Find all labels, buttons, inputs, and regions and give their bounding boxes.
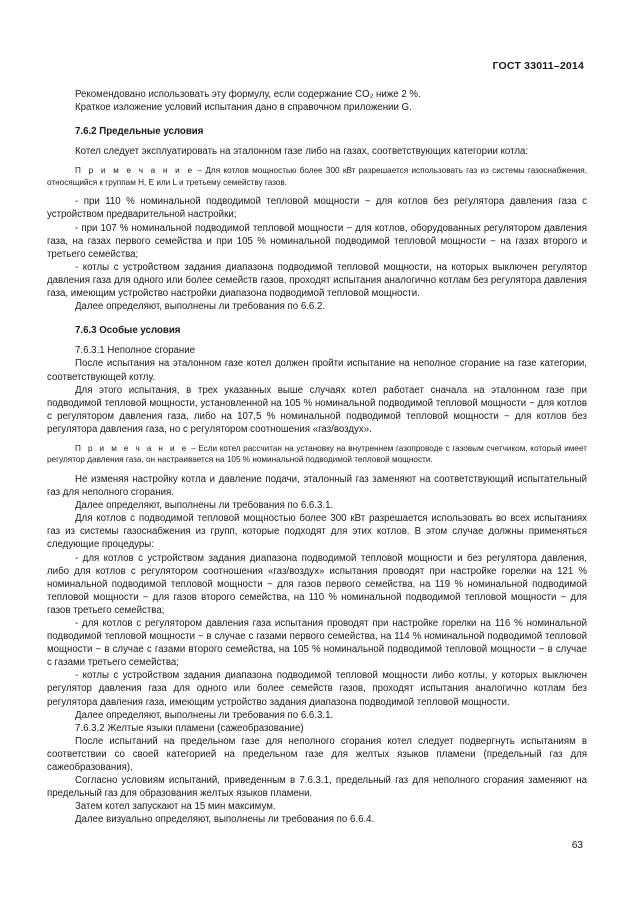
paragraph: После испытания на эталонном газе котел должен пройти испытание на неполное сгорание на газе категории, соответствующей котлу. — [47, 358, 587, 383]
paragraph: Краткое изложение условий испытания дано в справочном приложении G. — [75, 102, 412, 114]
document-body — [47, 88, 587, 827]
paragraph: 7.6.3.2 Желтые языки пламени (сажеобразование) — [75, 722, 304, 734]
note — [47, 165, 587, 188]
document-header: ГОСТ 33011–2014 — [492, 60, 584, 72]
paragraph: Далее определяют, выполнены ли требования по 6.6.3.1. — [75, 709, 334, 721]
paragraph: После испытаний на предельном газе для неполного сгорания котел следует подвергнуть испытаниям в соответствии со своей категорией на предельном газе для желтых языков пламени (предельный газ для сажеобразования). — [47, 735, 587, 774]
paragraph: Далее определяют, выполнены ли требования по 6.6.3.1. — [75, 500, 334, 512]
page-number: 63 — [571, 840, 583, 851]
note-label: П р и м е ч а н и е — [75, 443, 189, 453]
paragraph: - при 107 % номинальной подводимой тепловой мощности − для котлов, оборудованных регулятором давления газа, на газах первого семейства и при 105 % номинальной подводимой тепловой мощности − на газах второго и третьего семейства; — [47, 222, 587, 260]
paragraph: Затем котел запускают на 15 мин максимум. — [75, 801, 276, 813]
paragraph: - котлы с устройством задания диапазона подводимой тепловой мощности либо котлы, у которых выключен регулятор давления газа для одного или более семейств газов, проходят испытания аналогично котлам без регулятора давления газа, имеющим устройство задания диапазона подводимой тепловой мощности. — [47, 670, 587, 708]
paragraph: Далее визуально определяют, выполнены ли требования по 6.6.4. — [75, 814, 375, 826]
note-text: – Для котлов мощностью более 300 кВт разрешается использовать газ из системы газоснабжения, относящийся к группам H, E или L и третьему семейству газов. — [47, 166, 587, 187]
section-heading: 7.6.2 Предельные условия — [75, 126, 204, 138]
section-heading: 7.6.3 Особые условия — [75, 325, 181, 337]
paragraph: Для этого испытания, в трех указанных выше случаях котел работает сначала на эталонном газе при подводимой тепловой мощности, установленной на 105 % номинальной подводимой тепловой мощности − для котлов с регулятором давления газа, либо на 107,5 % номинальной подводимой тепловой мощности − для котлов без регулятора давления газа, но с регулятором соотношения «газ/воздух». — [47, 384, 587, 435]
paragraph: Согласно условиям испытаний, приведенным в 7.6.3.1, предельный газ для неполного сгорания заменяют на предельный газ для образования желтых языков пламени. — [47, 775, 587, 800]
paragraph: Котел следует эксплуатировать на эталонном газе либо на газах, соответствующих категории котла: — [75, 146, 529, 158]
note-label: П р и м е ч а н и е — [75, 166, 195, 176]
note-text: – Если котел рассчитан на установку на внутреннем газопроводе с газовым счетчиком, который имеет регулятор давления газа, он настраивается на 105 % номинальной подводимой тепловой мощности. — [47, 443, 587, 465]
paragraph: Рекомендовано использовать эту формулу, если содержание CO₂ ниже 2 %. — [75, 89, 421, 100]
paragraph: Далее определяют, выполнены ли требования по 6.6.2. — [75, 301, 326, 313]
paragraph: - для котлов с устройством задания диапазона подводимой тепловой мощности и без регулятора давления, либо для котлов с регулятором соотношения «газ/воздух» испытания проводят при настройке горелки на 121 % номинальной подводимой тепловой мощности − для газов первого семейства, на 119 % номинальной подводимой тепловой мощности − для газов второго семейства, на 110 % номинальной подводимой тепловой мощности − для газов третьего семейства; — [47, 552, 587, 616]
paragraph: 7.6.3.1 Неполное сгорание — [75, 345, 196, 357]
paragraph: - для котлов с регулятором давления газа испытания проводят при настройке горелки на 116 % номинальной подводимой тепловой мощности − в случае с газами первого семейства, на 114 % номинальной подводимой тепловой мощности − в случае с газами второго семейства, на 105 % номинальной подводимой тепловой мощности − в случае с газами третьего семейства; — [47, 618, 587, 669]
note — [47, 443, 587, 466]
paragraph: Не изменяя настройку котла и давление подачи, эталонный газ заменяют на соответствующий испытательный газ для неполного сгорания. — [47, 473, 587, 499]
paragraph: - котлы с устройством задания диапазона подводимой тепловой мощности, на которых выключен регулятор давления газа для одного или более семейств газов, проходят испытания аналогично котлам без регулятора давления газа, имеющим устройство настройки диапазона подводимой тепловой мощности. — [47, 261, 587, 300]
paragraph: Для котлов с подводимой тепловой мощностью более 300 кВт разрешается использовать во всех испытаниях газ из системы газоснабжения из групп, которые подходят для этих котлов. В этом случае должны применяться следующие процедуры: — [47, 513, 587, 551]
paragraph: - при 110 % номинальной подводимой тепловой мощности − для котлов без регулятора давления газа с устройством предварительной настройки; — [47, 196, 587, 221]
